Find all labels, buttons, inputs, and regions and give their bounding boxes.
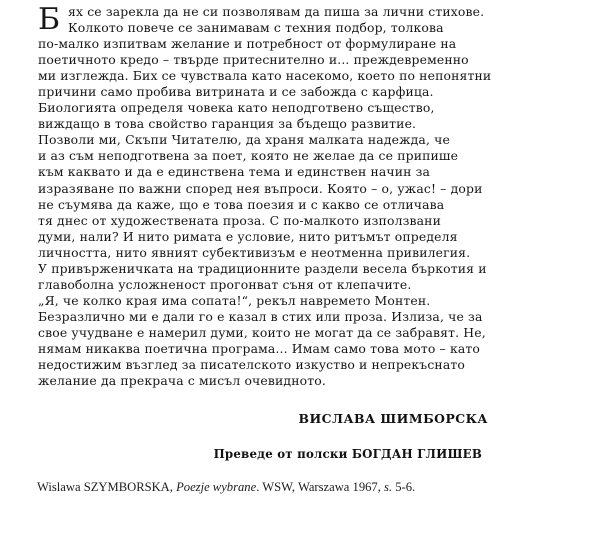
citation-page-prefix: s. bbox=[384, 480, 393, 494]
drop-cap: Б bbox=[38, 2, 61, 37]
body-line: свое учудване е намерил думи, които не могат да се забравят. Не, bbox=[38, 324, 486, 340]
body-line: причини само пробива витрината и се забожда с карфица. bbox=[38, 84, 434, 100]
body-line: поетичното кредо – твърде притеснително и... преждевременно bbox=[38, 52, 469, 68]
essay-body bbox=[38, 4, 538, 389]
body-line: и аз съм неподготвена за поет, която не желае да се припише bbox=[38, 148, 459, 164]
citation-author: Wislawa SZYMBORSKA, bbox=[37, 480, 177, 494]
body-line: тя днес от художествената проза. С по-малкото използвани bbox=[38, 212, 441, 228]
body-line: по-малко изпитвам желание и потребност от формулиране на bbox=[38, 36, 457, 52]
body-line: Безразлично ми е дали го е казал в стих или проза. Излиза, че за bbox=[38, 308, 483, 324]
body-line: желание да прекрача с мисъл очевидното. bbox=[38, 373, 326, 389]
body-line: думи, нали? И нито римата е условие, нито ритъмът определя bbox=[38, 228, 458, 244]
body-line: У привърженичката на традиционните раздели весела бъркотия и bbox=[38, 260, 487, 276]
source-citation bbox=[37, 480, 415, 495]
body-line: Позволи ми, Скъпи Читателю, да храня малката надежда, че bbox=[38, 132, 450, 148]
translator-credit: Преведе от полски БОГДАН ГЛИШЕВ bbox=[213, 447, 482, 461]
citation-pages: 5-6. bbox=[392, 480, 416, 494]
citation-title: Poezje wybrane bbox=[176, 480, 257, 494]
body-line: изразяване по важни според нея въпроси. Която – о, ужас! – дори bbox=[38, 180, 483, 196]
body-line: виждащо в това свойство гаранция за бъдещо развитие. bbox=[38, 116, 417, 132]
body-line: недостижим възглед за писателското изкуство и непрекъснато bbox=[38, 357, 465, 373]
body-line: „Я, че колко края има сопата!“, рекъл навремето Монтен. bbox=[38, 292, 431, 308]
body-line: нямам никаква поетична програма... Имам само това мото – като bbox=[38, 340, 481, 356]
body-line: главоболна усложненост прогонват съня от клепачите. bbox=[38, 276, 412, 292]
body-line: ях се зарекла да не си позволявам да пиша за лични стихове. bbox=[68, 4, 485, 19]
citation-publisher: . WSW, Warszawa 1967, bbox=[256, 480, 385, 494]
author-attribution: ВИСЛАВА ШИМБОРСКА bbox=[298, 411, 488, 426]
body-line: не съумява да каже, що е това поезия и с какво се отличава bbox=[38, 196, 445, 212]
body-line: личността, нито явният субективизъм е неотменна привилегия. bbox=[38, 244, 471, 260]
body-line: Колкото повече се занимавам с техния подбор, толкова bbox=[68, 20, 444, 36]
body-line: ми изглежда. Бих се чувствала като насекомо, което по непонятни bbox=[38, 68, 492, 84]
body-line: Биологията определя човека като неподготвено същество, bbox=[38, 100, 435, 116]
body-line: към каквато и да е единствена тема и единствен начин за bbox=[38, 164, 431, 180]
